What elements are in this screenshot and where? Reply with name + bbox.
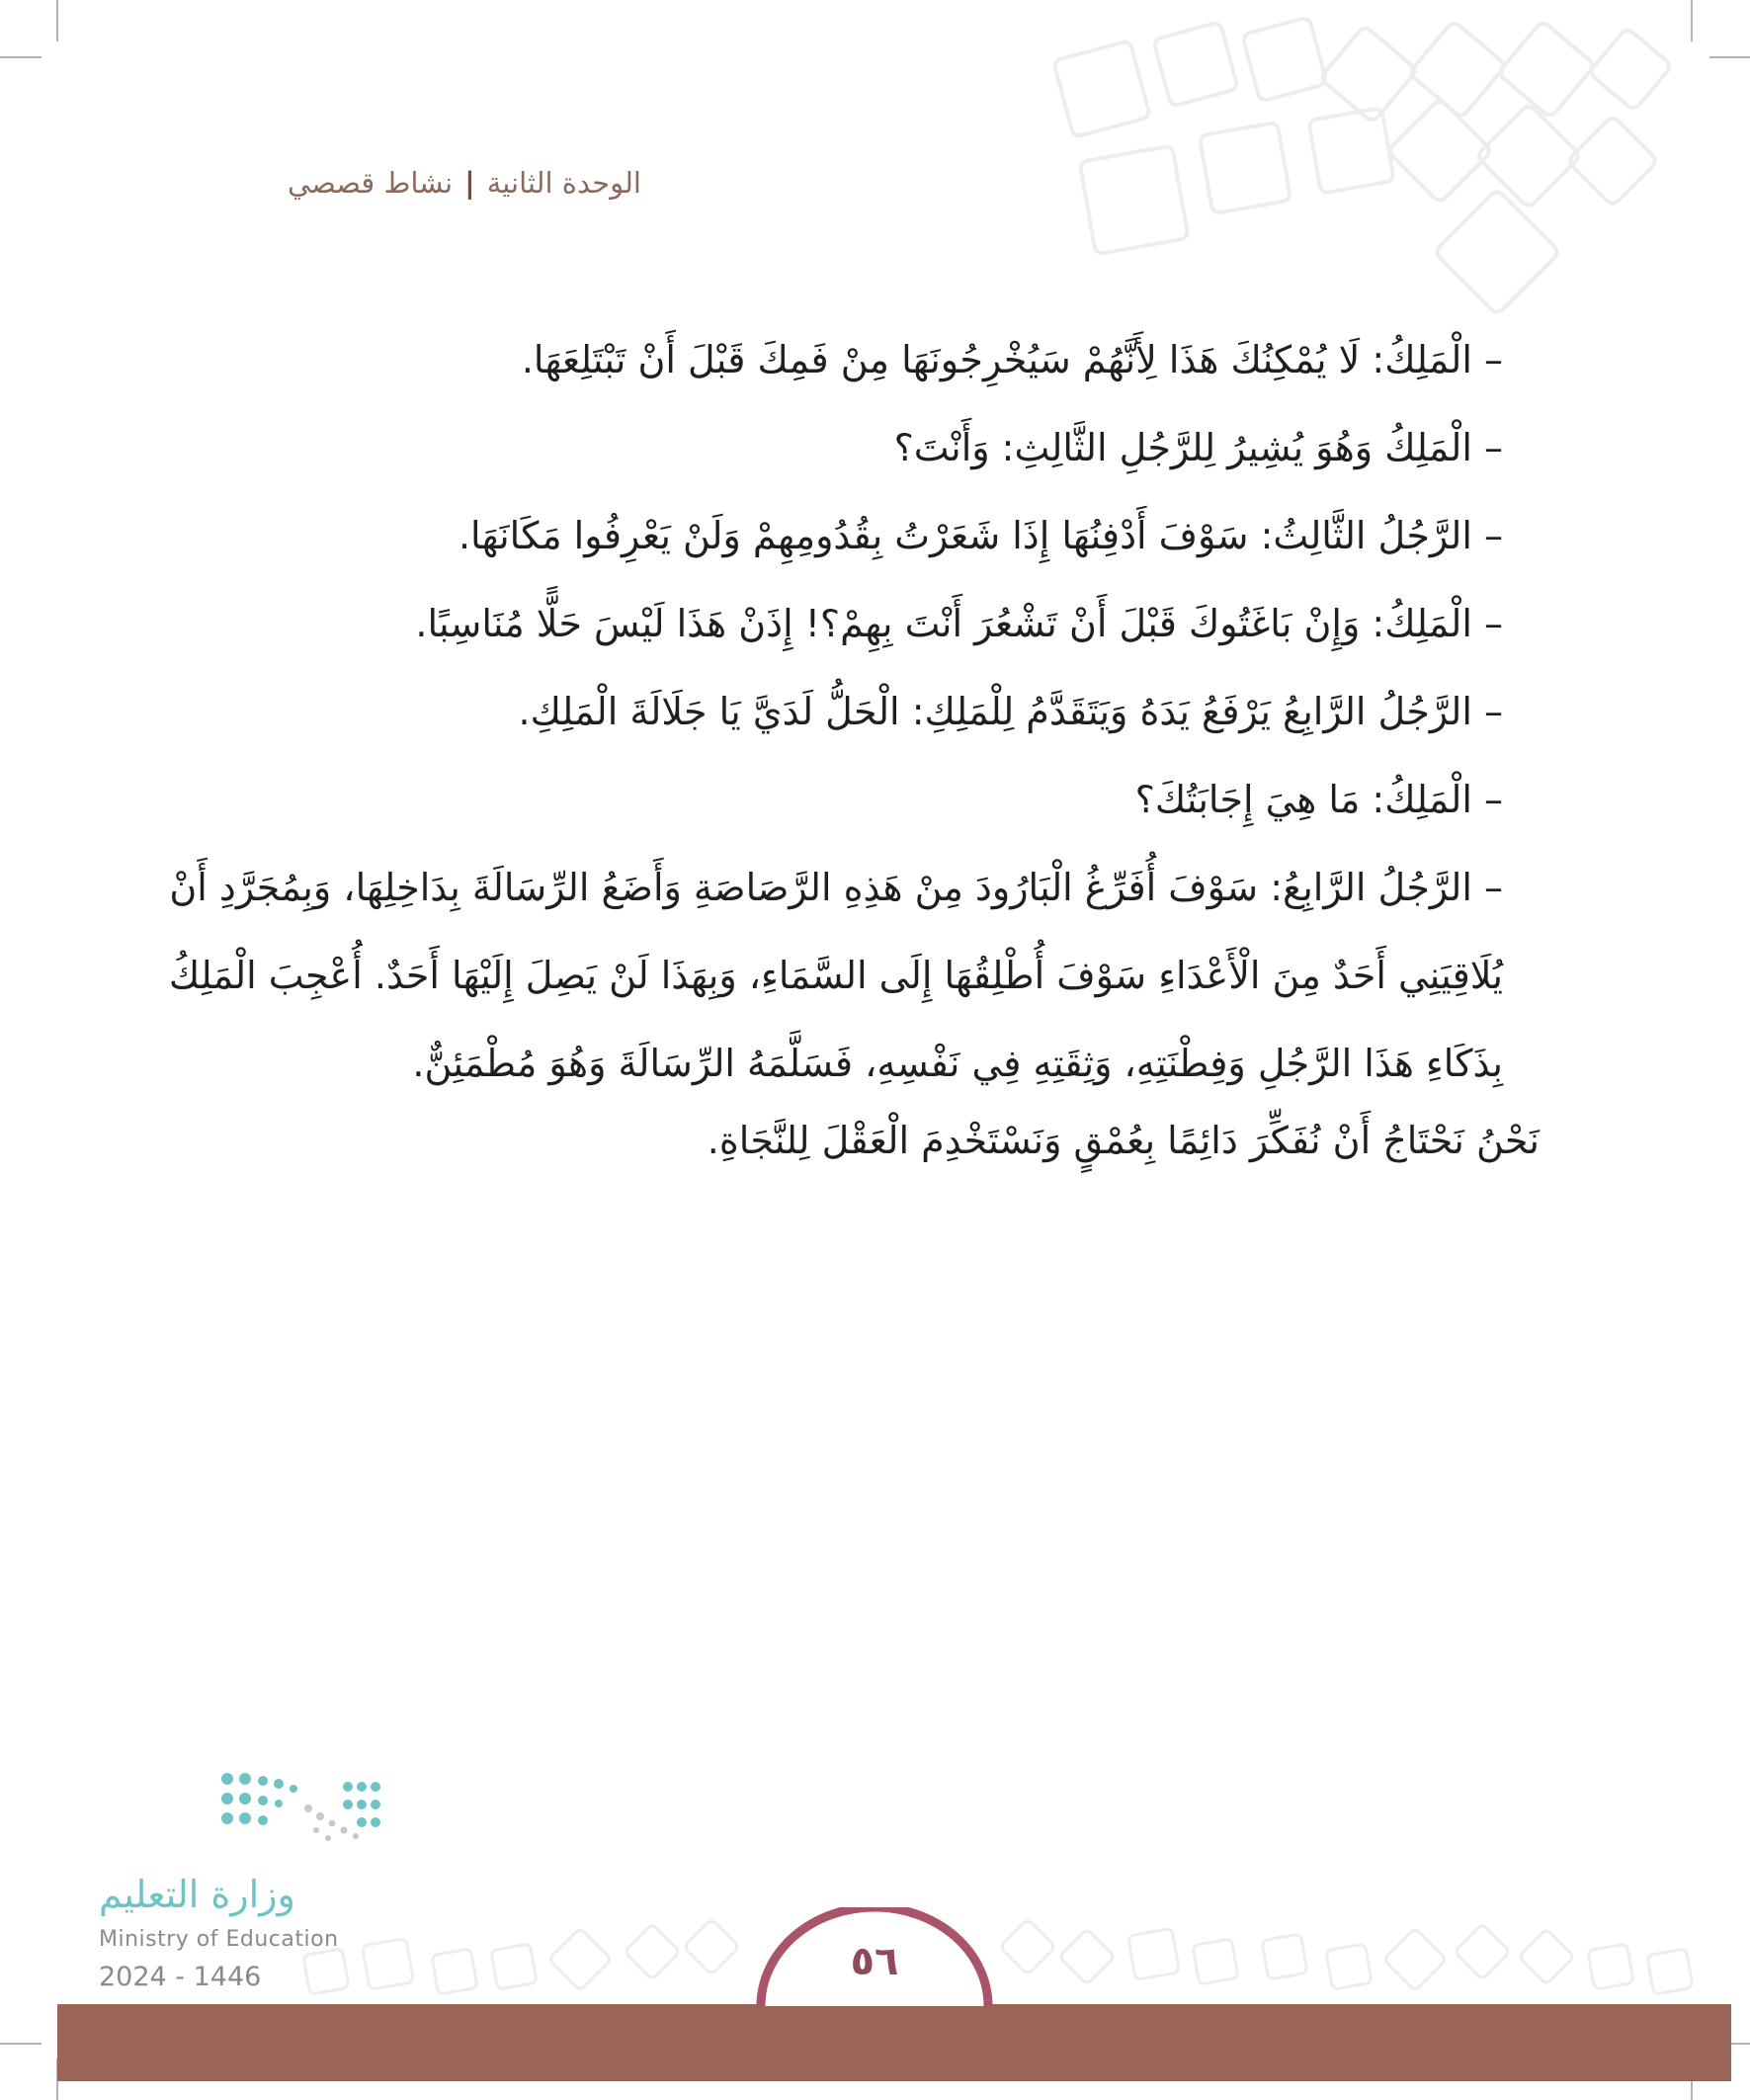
ministry-name-english: Ministry of Education — [99, 1927, 339, 1952]
footer-bar — [57, 2004, 1731, 2081]
paragraph-line: – الرَّجُلُ الرَّابِعُ: سَوْفَ أُفَرِّغُ الْبَارُودَ مِنْ هَذِهِ الرَّصَاصَةِ وَأَضَعُ الرِّسَالَةَ بِدَاخِلِهَا، وَبِمُجَرَّدِ أَنْ — [169, 866, 1503, 909]
page-header — [288, 166, 641, 200]
paragraph-line: يُلَاقِيَنِي أَحَدٌ مِنَ الْأَعْدَاءِ سَوْفَ أُطْلِقُهَا إِلَى السَّمَاءِ، وَبِهَذَا لَنْ يَصِلَ إِلَيْهَا أَحَدٌ. أُعْجِبَ الْمَلِكُ — [168, 954, 1503, 997]
dialogue-line: – الْمَلِكُ: مَا هِيَ إِجَابَتُكَ؟ — [1134, 778, 1503, 821]
edition-year: 2024 - 1446 — [99, 1962, 262, 1992]
dialogue-line: – الْمَلِكُ وَهُوَ يُشِيرُ لِلرَّجُلِ الثَّالِثِ: وَأَنْتَ؟ — [893, 426, 1503, 469]
ministry-name-arabic: وزارة التعليم — [99, 1873, 295, 1916]
unit-title: الوحدة الثانية — [486, 166, 641, 200]
dialogue-line: – الْمَلِكُ: لَا يُمْكِنُكَ هَذَا لِأَنَّهُمْ سَيُخْرِجُونَهَا مِنْ فَمِكَ قَبْلَ أَنْ تَبْتَلِعَهَا. — [521, 338, 1503, 381]
header-separator: | — [464, 166, 475, 200]
section-title: نشاط قصصي — [287, 166, 454, 200]
page-number: ٥٦ — [850, 1939, 899, 1984]
closing-statement: نَحْنُ نَحْتَاجُ أَنْ نُفَكِّرَ دَائِمًا بِعُمْقٍ وَنَسْتَخْدِمَ الْعَقْلَ لِلنَّجَاةِ. — [707, 1119, 1540, 1162]
story-dialogue — [168, 316, 1503, 1108]
dialogue-line: – الْمَلِكُ: وَإِنْ بَاغَتُوكَ قَبْلَ أَنْ تَشْعُرَ أَنْتَ بِهِمْ؟! إِذَنْ هَذَا لَيْسَ حَلًّا مُنَاسِبًا. — [415, 602, 1503, 645]
dialogue-line: – الرَّجُلُ الرَّابِعُ يَرْفَعُ يَدَهُ وَيَتَقَدَّمُ لِلْمَلِكِ: الْحَلُّ لَدَيَّ يَا جَلَالَةَ الْمَلِكِ. — [518, 690, 1503, 733]
ministry-logo-icon — [89, 1769, 385, 1863]
paragraph-line: بِذَكَاءِ هَذَا الرَّجُلِ وَفِطْنَتِهِ، وَثِقَتِهِ فِي نَفْسِهِ، فَسَلَّمَهُ الرِّسَالَةَ وَهُوَ مُطْمَئِنٌّ. — [412, 1042, 1503, 1085]
dialogue-line: – الرَّجُلُ الثَّالِثُ: سَوْفَ أَدْفِنُهَا إِذَا شَعَرْتُ بِقُدُومِهِمْ وَلَنْ يَعْرِفُوا مَكَانَهَا. — [458, 514, 1503, 557]
